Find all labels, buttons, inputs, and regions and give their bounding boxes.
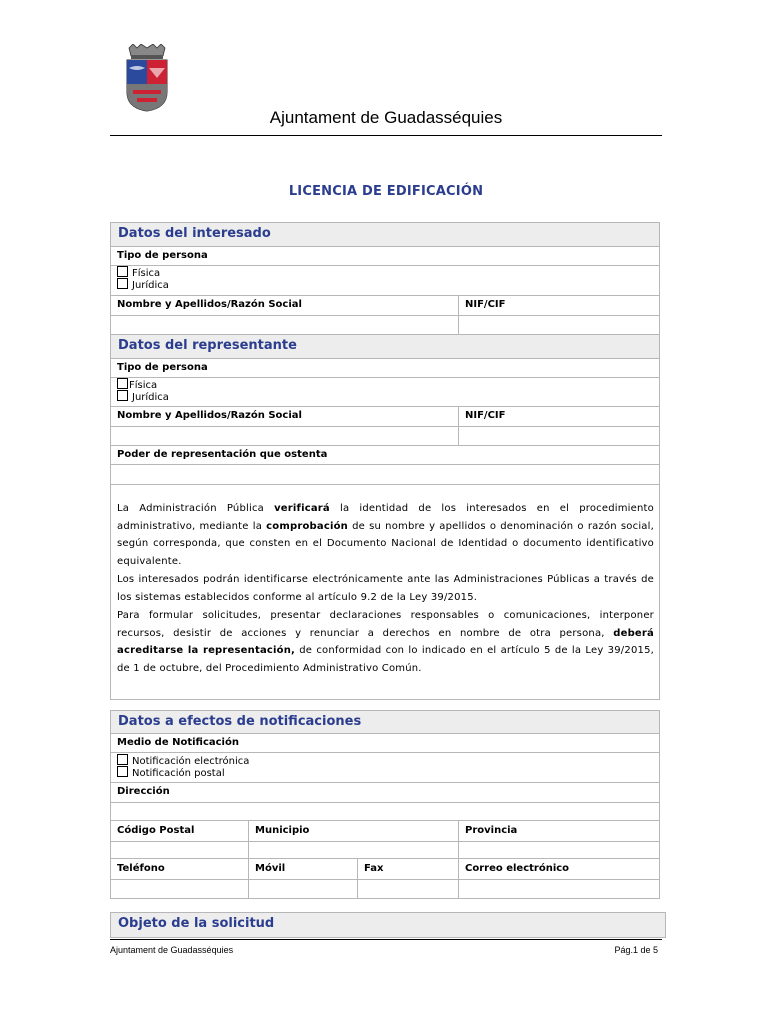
correo-field[interactable] bbox=[458, 879, 660, 899]
representante-option-fisica[interactable]: Física bbox=[117, 378, 157, 391]
checkbox-icon[interactable] bbox=[117, 278, 128, 289]
telefono-label: Teléfono bbox=[110, 858, 249, 880]
interesado-option-fisica[interactable]: Física bbox=[117, 266, 160, 279]
page-number: Pág.1 de 5 bbox=[614, 945, 658, 955]
direccion-label: Dirección bbox=[110, 782, 660, 803]
telefono-field[interactable] bbox=[110, 879, 249, 899]
movil-field[interactable] bbox=[248, 879, 358, 899]
town-name: Ajuntament de Guadasséquies bbox=[269, 108, 503, 127]
checkbox-icon[interactable] bbox=[117, 754, 128, 765]
fax-label: Fax bbox=[357, 858, 459, 880]
provincia-field[interactable] bbox=[458, 841, 660, 859]
representante-tipo-label: Tipo de persona bbox=[110, 358, 660, 378]
provincia-label: Provincia bbox=[458, 820, 660, 842]
representante-tipo-options bbox=[110, 377, 660, 407]
checkbox-icon[interactable] bbox=[117, 266, 128, 277]
header-divider bbox=[110, 135, 662, 136]
notificaciones-heading: Datos a efectos de notificaciones bbox=[110, 710, 660, 734]
interesado-name-label: Nombre y Apellidos/Razón Social bbox=[110, 295, 459, 316]
option-notificacion-postal[interactable]: Notificación postal bbox=[117, 766, 225, 779]
codigo-postal-field[interactable] bbox=[110, 841, 249, 859]
representante-name-field[interactable] bbox=[110, 426, 459, 446]
codigo-postal-label: Código Postal bbox=[110, 820, 249, 842]
representante-nif-label: NIF/CIF bbox=[458, 406, 660, 427]
municipio-field[interactable] bbox=[248, 841, 459, 859]
representante-heading: Datos del representante bbox=[110, 334, 660, 359]
option-notificacion-electronica[interactable]: Notificación electrónica bbox=[117, 754, 249, 767]
checkbox-icon[interactable] bbox=[117, 378, 128, 389]
poder-label: Poder de representación que ostenta bbox=[110, 445, 660, 465]
direccion-field[interactable] bbox=[110, 802, 660, 821]
footer-divider bbox=[110, 939, 662, 940]
correo-label: Correo electrónico bbox=[458, 858, 660, 880]
interesado-nif-label: NIF/CIF bbox=[458, 295, 660, 316]
medio-label: Medio de Notificación bbox=[110, 733, 660, 753]
movil-label: Móvil bbox=[248, 858, 358, 880]
representante-nif-field[interactable] bbox=[458, 426, 660, 446]
representante-option-juridica[interactable]: Jurídica bbox=[117, 390, 169, 403]
poder-field[interactable] bbox=[110, 464, 660, 485]
interesado-heading: Datos del interesado bbox=[110, 222, 660, 247]
footer-town: Ajuntament de Guadasséquies bbox=[110, 945, 234, 955]
municipio-label: Municipio bbox=[248, 820, 459, 842]
checkbox-icon[interactable] bbox=[117, 766, 128, 777]
checkbox-icon[interactable] bbox=[117, 390, 128, 401]
objeto-heading: Objeto de la solicitud bbox=[110, 912, 666, 938]
notice-paragraph-2: Los interesados podrán identificarse electrónicamente ante las Administraciones Públicas a través de los sistemas establecidos conforme al artículo 9.2 de la Ley 39/2015. bbox=[117, 574, 654, 603]
notice-paragraph-3: Para formular solicitudes, presentar declaraciones responsables o comunicaciones, interponer recursos, desistir de acciones y renunciar a derechos en nombre de otra persona, deberá acreditarse la representación, de conformidad con lo indicado en el artículo 5 de la Ley 39/2015, de 1 de octubre, del Procedimiento Administrativo Común. bbox=[117, 610, 655, 674]
document-title: LICENCIA DE EDIFICACIÓN bbox=[288, 184, 484, 199]
notice-paragraph-1: La Administración Pública verificará la identidad de los interesados en el procedimiento administrativo, mediante la comprobación de su nombre y apellidos o denominación o razón social, según corresponda, que consten en el Documento Nacional de Identidad o documento identificativo equivalente. bbox=[117, 503, 654, 567]
municipal-crest-logo bbox=[123, 44, 171, 112]
fax-field[interactable] bbox=[357, 879, 459, 899]
interesado-option-juridica[interactable]: Jurídica bbox=[117, 278, 169, 291]
interesado-tipo-options bbox=[110, 265, 660, 296]
representante-name-label: Nombre y Apellidos/Razón Social bbox=[110, 406, 459, 427]
interesado-tipo-label: Tipo de persona bbox=[110, 246, 660, 266]
